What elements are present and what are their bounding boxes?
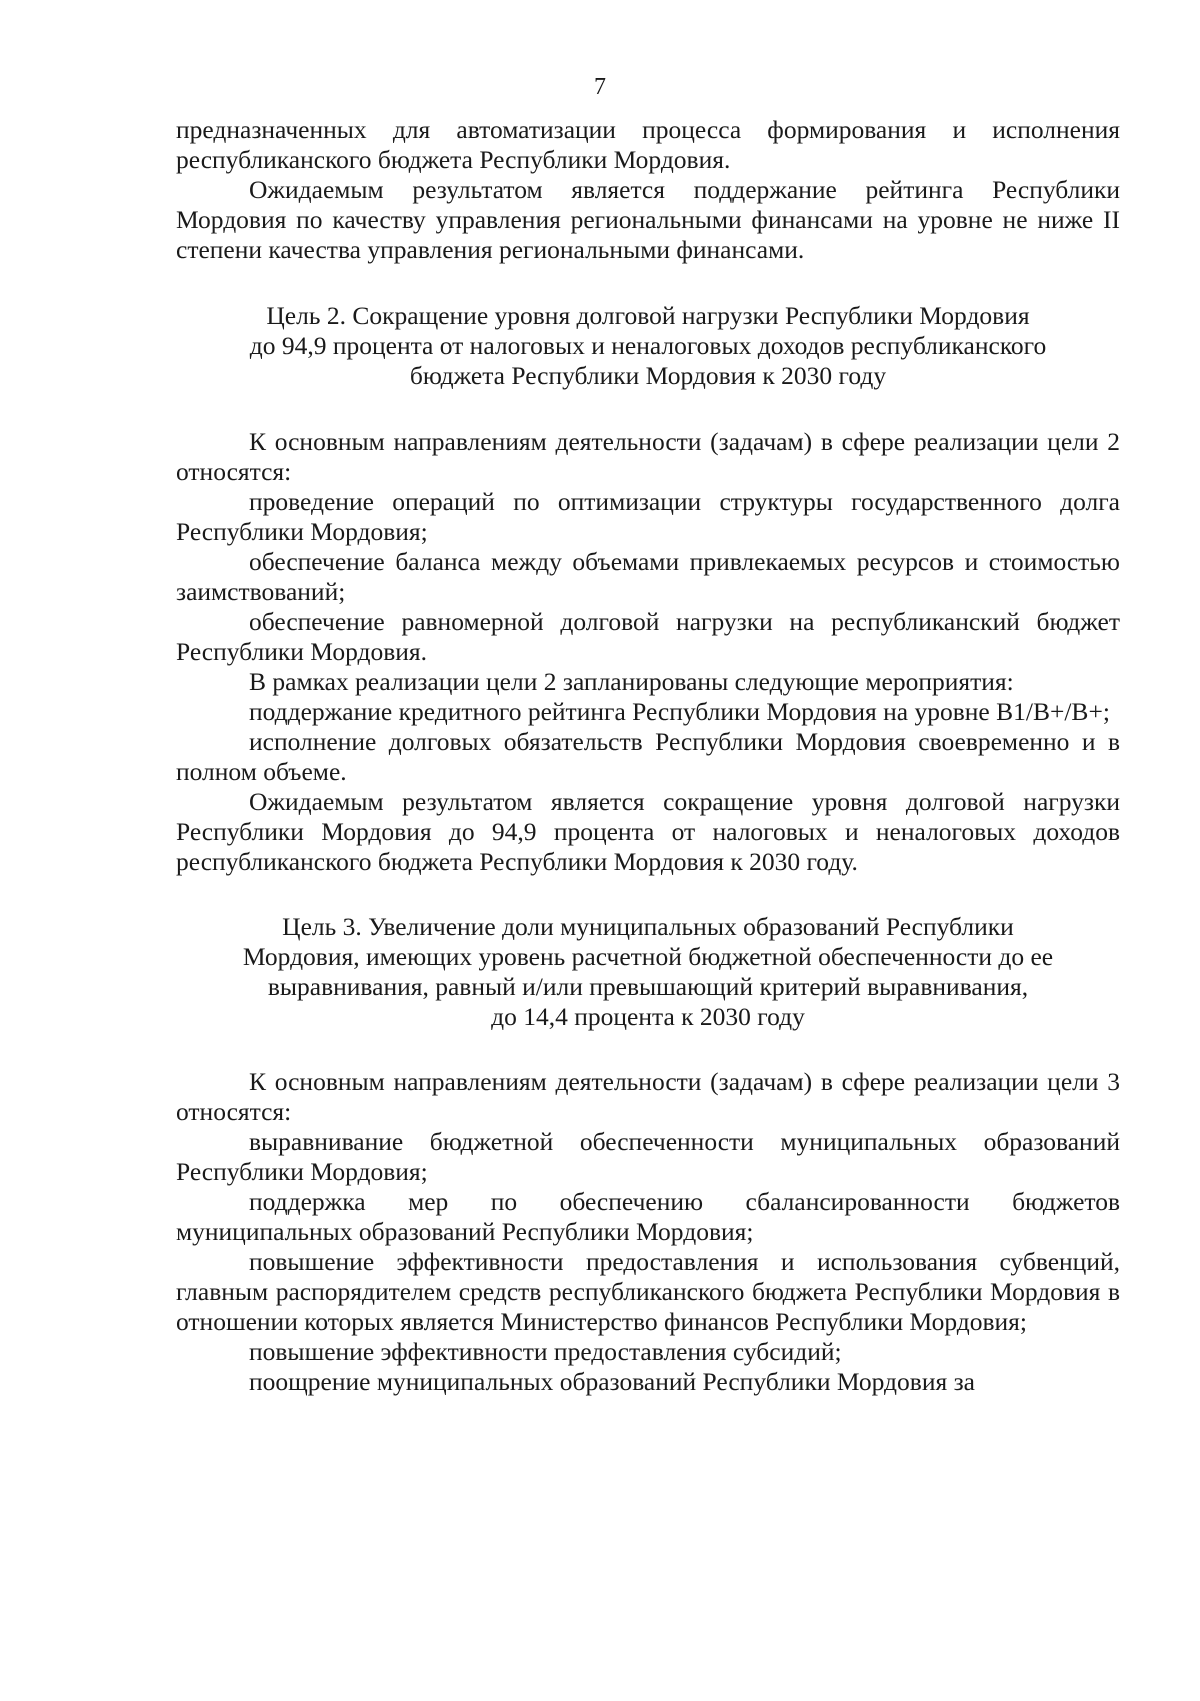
paragraph: К основным направлениям деятельности (задачам) в сфере реализации цели 3 относятся: xyxy=(176,1067,1120,1126)
list-item: обеспечение равномерной долговой нагрузки на республиканский бюджет Республики Мордовия. xyxy=(176,607,1120,666)
list-item: исполнение долговых обязательств Республики Мордовия своевременно и в полном объеме. xyxy=(176,727,1120,786)
list-item: поддержка мер по обеспечению сбалансированности бюджетов муниципальных образований Республики Мордовия; xyxy=(176,1187,1120,1246)
heading-line: выравнивания, равный и/или превышающий критерий выравнивания, xyxy=(267,972,1029,1001)
paragraph: предназначенных для автоматизации процесса формирования и исполнения республиканского бюджета Республики Мордовия. xyxy=(176,115,1120,174)
list-item: поощрение муниципальных образований Республики Мордовия за xyxy=(249,1367,975,1396)
list-item: поддержание кредитного рейтинга Республики Мордовия на уровне B1/B+/B+; xyxy=(249,697,1110,726)
list-item: повышение эффективности предоставления и использования субвенций, главным распорядителем средств республиканского бюджета Республики Мордовия в отношении которых является Министерство финансов Республики Мордовия; xyxy=(176,1247,1120,1336)
paragraph: К основным направлениям деятельности (задачам) в сфере реализации цели 2 относятся: xyxy=(176,427,1120,486)
paragraph: Ожидаемым результатом является поддержание рейтинга Республики Мордовия по качеству управления региональными финансами на уровне не ниже II степени качества управления региональными финансами. xyxy=(176,175,1120,264)
section-heading-goal-2 xyxy=(176,301,1120,391)
page-number: 7 xyxy=(594,74,606,100)
list-item: повышение эффективности предоставления субсидий; xyxy=(249,1337,842,1366)
paragraph: В рамках реализации цели 2 запланированы следующие мероприятия: xyxy=(249,667,1014,696)
heading-line: бюджета Республики Мордовия к 2030 году xyxy=(409,361,887,390)
heading-line: Цель 2. Сокращение уровня долговой нагрузки Республики Мордовия xyxy=(266,301,1030,330)
list-item: проведение операций по оптимизации структуры государственного долга Республики Мордовия; xyxy=(176,487,1120,546)
list-item: обеспечение баланса между объемами привлекаемых ресурсов и стоимостью заимствований; xyxy=(176,547,1120,606)
list-item: выравнивание бюджетной обеспеченности муниципальных образований Республики Мордовия; xyxy=(176,1127,1120,1186)
heading-line: до 14,4 процента к 2030 году xyxy=(491,1002,805,1031)
heading-line: Цель 3. Увеличение доли муниципальных образований Республики xyxy=(282,912,1014,941)
document-body xyxy=(176,115,1120,1397)
heading-line: Мордовия, имеющих уровень расчетной бюджетной обеспеченности до ее xyxy=(242,942,1054,971)
paragraph: Ожидаемым результатом является сокращение уровня долговой нагрузки Республики Мордовия до 94,9 процента от налоговых и неналоговых доходов республиканского бюджета Республики Мордовия к 2030 году. xyxy=(176,787,1120,876)
heading-line: до 94,9 процента от налоговых и неналоговых доходов республиканского xyxy=(249,331,1047,360)
section-heading-goal-3 xyxy=(176,912,1120,1032)
